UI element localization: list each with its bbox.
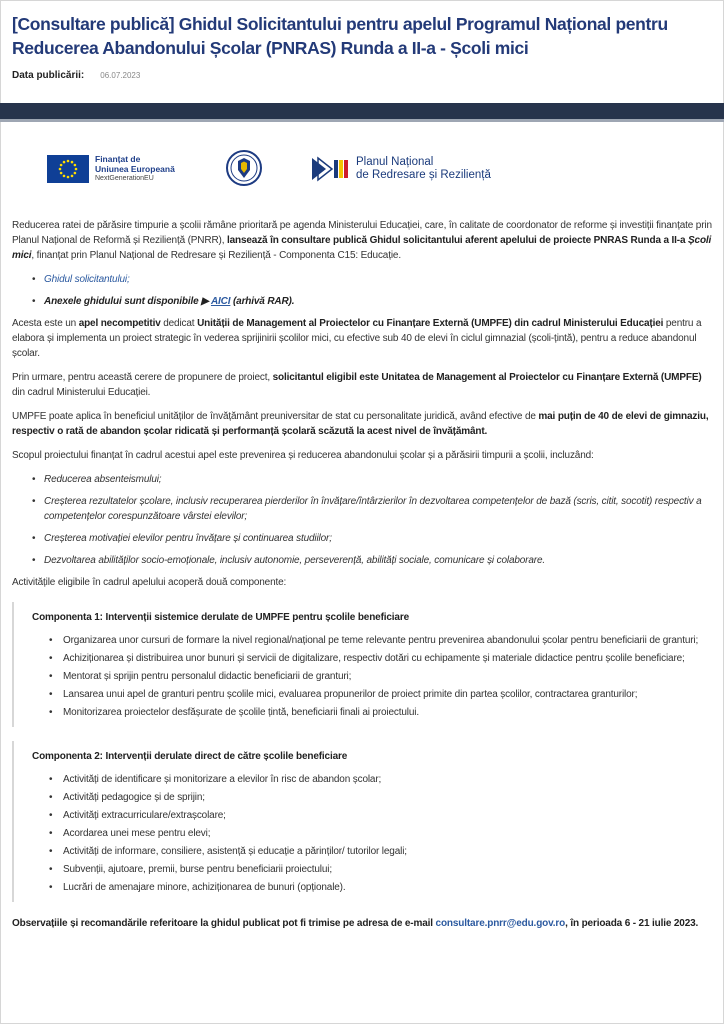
list-item: • Acordarea unei mese pentru elevi; bbox=[32, 826, 712, 841]
page-title: [Consultare publică] Ghidul Solicitantului pentru apelul Programul Național pentru Reducerea Abandonului Școlar (PNRAS) Runda a II-a - Școli mici bbox=[12, 14, 668, 58]
list-item bbox=[12, 294, 712, 309]
list-item: • Subvenții, ajutoare, premii, burse pentru beneficiarii proiectului; bbox=[32, 862, 712, 877]
article-content bbox=[12, 218, 712, 940]
component-1-title: Componenta 1: Intervenții sistemice derulate de UMPFE pentru școlile beneficiare bbox=[32, 612, 409, 623]
eu-logo-text bbox=[95, 154, 175, 184]
component-2-block bbox=[12, 741, 712, 902]
bold-text: solicitantul eligibil este Unitatea de Management al Proiectelor cu Finanțare Externă (UMPFE) bbox=[272, 372, 702, 383]
closing-paragraph bbox=[12, 916, 712, 931]
guide-link[interactable]: Ghidul solicitantului; bbox=[44, 274, 130, 285]
bold-text: apel necompetitiv bbox=[78, 318, 161, 329]
component-1-block bbox=[12, 602, 712, 727]
text: pentru a elabora și implementa un proiect strategic în vederea sprijinirii școlilor mici, cu efective sub 40 de elevi în ciclul gimnazial (școli-țintă), pentru a reduce abandonul școlar. bbox=[12, 318, 702, 359]
list-item bbox=[12, 272, 712, 287]
list-item: • Activități extracurriculare/extrașcolare; bbox=[32, 808, 712, 823]
list-item: • Achiziționarea și distribuirea unor bunuri și servicii de digitalizare, respectiv dotări cu echipamente și materiale didactice pentru școlile beneficiare; bbox=[32, 651, 712, 666]
text: UMPFE poate aplica în beneficiul unităților de învățământ preuniversitar de stat cu personalitate juridică, având efective de bbox=[12, 411, 539, 422]
bold-text: Unității de Management al Proiectelor cu Finanțare Externă (UMPFE) din cadrul Ministerului Educației bbox=[197, 318, 664, 329]
annex-link[interactable]: AICI bbox=[210, 296, 231, 307]
eu-flag-icon bbox=[47, 155, 89, 183]
list-item: • Activități pedagogice și de sprijin; bbox=[32, 790, 712, 805]
annex-text-end: (arhivă RAR). bbox=[230, 296, 295, 307]
eu-line-2: Uniunea Europeană bbox=[95, 164, 175, 174]
pnrr-line-2: de Redresare și Reziliență bbox=[356, 169, 491, 181]
list-item: • Creșterea rezultatelor școlare, inclusiv recuperarea pierderilor în învățare/întârzierilor în dezvoltarea competențelor de bază (scris, citit, socotit) respectiv a competențelor corespunzătoare vârstei elevilor; bbox=[12, 494, 712, 524]
email-link[interactable]: consultare.pnrr@edu.gov.ro bbox=[435, 918, 566, 929]
page-header bbox=[0, 0, 724, 103]
list-item: • Mentorat și sprijin pentru personalul didactic beneficiarii de granturi; bbox=[32, 669, 712, 684]
eu-line-3: NextGenerationEU bbox=[95, 175, 154, 182]
list-item: • Lansarea unui apel de granturi pentru școlile mici, evaluarea propunerilor de proiect primite din partea școlilor, contractarea granturilor; bbox=[32, 687, 712, 702]
pnrr-line-1: Planul Național bbox=[356, 156, 434, 168]
documents-list bbox=[12, 272, 712, 309]
component-2-title: Componenta 2: Intervenții derulate direct de către școlile beneficiare bbox=[32, 751, 348, 762]
intro-text: Reducerea ratei de părăsire timpurie a școlii rămâne prioritară pe agenda Ministerului Educației, care, în calitate de coordonator de reforme și investiții finanțate prin Planul Național de Reformă și Reziliență (PNRR), bbox=[12, 220, 712, 246]
eu-line-1: Finanțat de bbox=[95, 154, 141, 164]
header-band-stripe bbox=[0, 119, 724, 122]
paragraph bbox=[12, 316, 712, 361]
closing-text: Observațiile și recomandările referitoare la ghidul publicat pot fi trimise pe adresa de e-mail bbox=[12, 918, 436, 929]
list-item: • Dezvoltarea abilităților socio-emoționale, inclusiv autonomie, perseverență, abilități sociale, comunicare și colaborare. bbox=[12, 553, 712, 568]
list-item: • Activități de identificare și monitorizare a elevilor în risc de abandon școlar; bbox=[32, 772, 712, 787]
pnrr-flag-arrow-icon bbox=[312, 156, 350, 182]
list-item: • Creșterea motivației elevilor pentru învățare și continuarea studiilor; bbox=[12, 531, 712, 546]
header-band bbox=[0, 103, 724, 119]
pnrr-logo-text bbox=[356, 156, 491, 182]
list-item: • Lucrări de amenajare minore, achiziționarea de bunuri (opționale). bbox=[32, 880, 712, 895]
list-item: • Reducerea absenteismului; bbox=[12, 472, 712, 487]
text: dedicat bbox=[160, 318, 198, 329]
closing-text-end: , în perioada 6 - 21 iulie 2023. bbox=[565, 918, 699, 929]
intro-text-end: , finanțat prin Planul Național de Redresare și Reziliență - Componenta C15: Educație. bbox=[31, 250, 401, 261]
bold-text: mai puțin de 40 de elevi de gimnaziu, respectiv o rată de abandon școlar ridicată și performanță școlară scăzută la acest nivel de învățământ. bbox=[12, 411, 709, 437]
paragraph bbox=[12, 370, 712, 400]
publication-label: Data publicării: bbox=[12, 70, 85, 81]
publication-row bbox=[12, 70, 712, 81]
list-item: • Activități de informare, consiliere, asistență și educație a părinților/ tutorilor legali; bbox=[32, 844, 712, 859]
annex-text: Anexele ghidului sunt disponibile ▶ bbox=[44, 296, 211, 307]
text: din cadrul Ministerului Educației. bbox=[12, 387, 151, 398]
scope-list bbox=[12, 472, 712, 568]
component-2-list bbox=[32, 772, 712, 895]
intro-paragraph bbox=[12, 218, 712, 263]
logo-strip bbox=[0, 148, 724, 192]
text: Acesta este un bbox=[12, 318, 79, 329]
paragraph bbox=[12, 409, 712, 439]
text: Prin urmare, pentru această cerere de propunere de proiect, bbox=[12, 372, 273, 383]
romania-government-crest-icon bbox=[226, 150, 262, 186]
publication-date: 06.07.2023 bbox=[100, 71, 141, 80]
list-item: • Monitorizarea proiectelor desfășurate de școlile țintă, beneficiarii finali ai proiectului. bbox=[32, 705, 712, 720]
component-1-list bbox=[32, 633, 712, 720]
paragraph: Scopul proiectului finanțat în cadrul acestui apel este prevenirea și reducerea abandonului școlar și a părăsirii timpurii a școlii, incluzând: bbox=[12, 450, 594, 461]
intro-highlight-italic: Școli mici bbox=[12, 235, 712, 261]
intro-highlight: lansează în consultare publică Ghidul solicitantului aferent apelului de proiecte PNRAS Runda a II-a bbox=[226, 235, 689, 246]
paragraph: Activitățile eligibile în cadrul apelului acoperă două componente: bbox=[12, 577, 287, 588]
eu-funding-logo bbox=[47, 154, 175, 184]
pnrr-logo bbox=[312, 156, 491, 182]
list-item: • Organizarea unor cursuri de formare la nivel regional/național pe teme relevante pentru prevenirea abandonului școlar pentru beneficiarii de granturi; bbox=[32, 633, 712, 648]
